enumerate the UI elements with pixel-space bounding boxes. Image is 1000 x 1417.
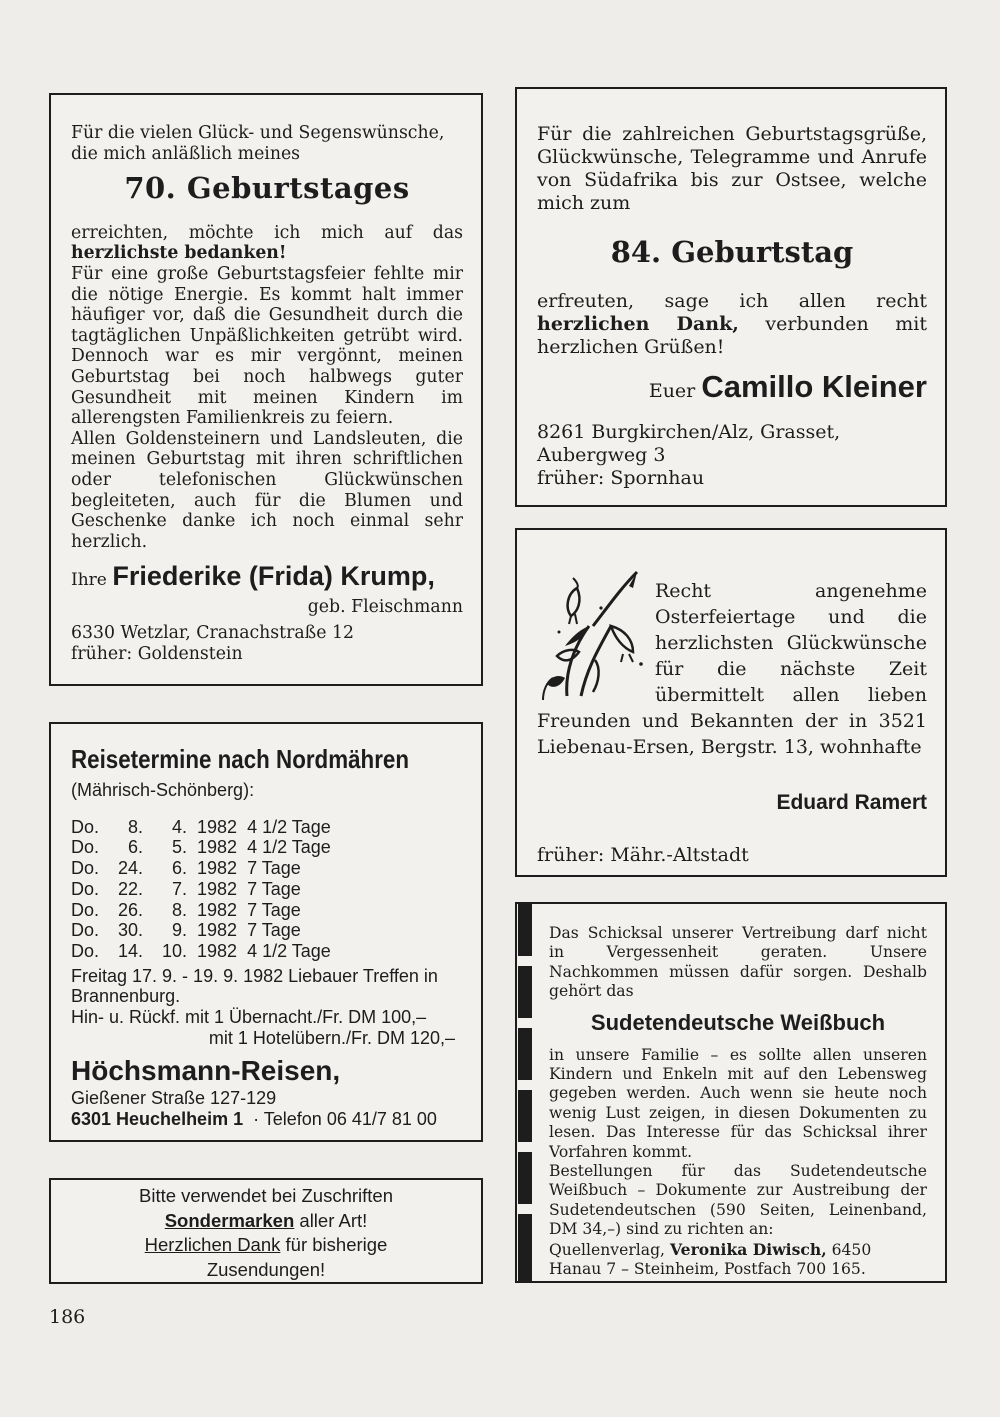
date-cell-d: 26. bbox=[117, 899, 144, 920]
table-row bbox=[71, 879, 331, 900]
ad-heading: Reisetermine nach Nordmähren bbox=[71, 744, 409, 774]
date-cell-day: Do. bbox=[71, 837, 100, 858]
date-cell-d: 22. bbox=[117, 878, 144, 899]
body-paragraph: in unsere Familie – es sollte allen unseren Kindern und Enkeln mit auf den Lebensweg gegeben werden. Auch wenn sie heute noch wenig Lust zeigen, in diesen Dokumenten zu lesen. Das Interesse für das Schicksal ihrer Vorfahren kommt. bbox=[549, 1045, 927, 1161]
table-row bbox=[71, 837, 331, 858]
former-home: früher: Goldenstein bbox=[71, 644, 243, 665]
date-cell-m: 9. bbox=[172, 920, 188, 941]
company-city-phone: 6301 Heuchelheim 1 · Telefon 06 41/7 81 00 bbox=[71, 1109, 437, 1130]
date-cell-dur: 4 1/2 Tage bbox=[247, 940, 331, 961]
birthday-thanks-krump bbox=[49, 93, 483, 686]
price-line: mit 1 Hotelübern./Fr. DM 120,– bbox=[208, 1027, 455, 1048]
body-paragraph: Allen Goldensteinern und Landsleuten, die meinen Geburtstag mit ihren schriftlichen oder telefonischen Glückwünschen begleiteten, auch für die Blumen und Geschenke danke ich noch einmal sehr herzlich. bbox=[71, 428, 463, 552]
date-cell-m: 6. bbox=[172, 858, 188, 879]
price-line: Hin- u. Rückf. mit 1 Übernacht./Fr. DM 100,– bbox=[71, 1007, 427, 1028]
body-paragraph: Für eine große Geburtstagsfeier fehlte mir die nötige Energie. Es kommt halt immer häufiger vor, daß die Gesundheit durch die tagtäglichen Unpäßlichkeiten getrübt wird. Dennoch war es mir vergönnt, meinen Geburtstag bei noch halbwegs guter Gesundheit mit meinen Kindern im allerengsten Familienkreis zu feiern. bbox=[71, 263, 463, 429]
thanks-text: erfreuten, sage ich allen recht herzlichen Dank, verbunden mit herzlichen Grüßen! bbox=[537, 290, 928, 358]
stamp-notice bbox=[49, 1178, 483, 1284]
notice-line: Bitte verwendet bei Zuschriften bbox=[139, 1185, 393, 1206]
date-cell-dur: 7 Tage bbox=[247, 899, 301, 920]
company-name: Höchsmann-Reisen, bbox=[71, 1055, 341, 1087]
signature: Euer Camillo Kleiner bbox=[648, 369, 927, 404]
table-row bbox=[71, 941, 331, 962]
date-cell-y: 1982 bbox=[197, 940, 238, 961]
date-cell-day: Do. bbox=[71, 858, 100, 879]
date-cell-y: 1982 bbox=[197, 858, 238, 879]
date-cell-dur: 4 1/2 Tage bbox=[247, 837, 331, 858]
address-line: Aubergweg 3 bbox=[537, 444, 666, 466]
address: 6330 Wetzlar, Cranachstraße 12 bbox=[71, 623, 354, 644]
greeting-text: Recht angenehme Osterfeiertage und die herzlichsten Glückwünsche für die nächste Zeit übermittelt allen lieben Freunden und Bekannten der in 3521 Liebenau-Ersen, Bergstr. 13, wohnhafte bbox=[537, 580, 927, 758]
date-cell-d: 6. bbox=[128, 837, 144, 858]
body-paragraph: Bestellungen für das Sudetendeutsche Weißbuch – Dokumente zur Austreibung der Sudetendeutschen (590 Seiten, Leinenband, DM 34,–) sind zu richten an: bbox=[549, 1162, 927, 1239]
date-cell-dur: 7 Tage bbox=[247, 920, 301, 941]
book-title: Sudetendeutsche Weißbuch bbox=[590, 1009, 886, 1035]
notice-line: Zusendungen! bbox=[206, 1258, 326, 1280]
snowdrop-flower-icon bbox=[537, 568, 649, 700]
thanks-text: erreichten, möchte ich mich auf das herzlichste bedanken! bbox=[71, 222, 463, 264]
date-cell-dur: 7 Tage bbox=[247, 878, 301, 899]
date-cell-y: 1982 bbox=[197, 920, 238, 941]
intro-text: Für die vielen Glück- und Segenswünsche, die mich anläßlich meines bbox=[71, 123, 445, 164]
notice-line: Sondermarken aller Art! bbox=[164, 1209, 368, 1231]
weissbuch-ad bbox=[515, 902, 947, 1283]
date-cell-d: 30. bbox=[117, 920, 144, 941]
date-cell-day: Do. bbox=[71, 940, 100, 961]
date-cell-y: 1982 bbox=[197, 837, 238, 858]
former-home: früher: Spornhau bbox=[537, 467, 705, 489]
easter-greeting bbox=[515, 528, 947, 877]
date-cell-y: 1982 bbox=[197, 899, 238, 920]
date-cell-day: Do. bbox=[71, 899, 100, 920]
decorative-bars bbox=[518, 904, 532, 1281]
table-row bbox=[71, 817, 331, 838]
publisher-address: Quellenverlag, Veronika Diwisch, 6450 Hanau 7 – Steinheim, Postfach 700 165. bbox=[549, 1239, 872, 1279]
date-cell-y: 1982 bbox=[197, 816, 238, 837]
intro-text: Für die zahlreichen Geburtstagsgrüße, Glückwünsche, Telegramme und Anrufe von Südafrika bis zur Ostsee, welche mich zum bbox=[537, 123, 927, 214]
travel-dates-table bbox=[71, 817, 331, 962]
date-cell-m: 10. bbox=[161, 940, 188, 961]
table-row bbox=[71, 858, 331, 879]
signature: Ihre Friederike (Frida) Krump, bbox=[71, 561, 435, 592]
date-cell-m: 5. bbox=[172, 837, 188, 858]
date-cell-dur: 4 1/2 Tage bbox=[247, 816, 331, 837]
company-street: Gießener Straße 127-129 bbox=[71, 1088, 277, 1109]
address-line: 8261 Burgkirchen/Alz, Grasset, bbox=[537, 421, 841, 443]
date-cell-m: 8. bbox=[172, 899, 188, 920]
date-cell-day: Do. bbox=[71, 816, 100, 837]
date-cell-m: 4. bbox=[172, 816, 188, 837]
occasion-heading: 70. Geburtstages bbox=[124, 171, 410, 206]
date-cell-y: 1982 bbox=[197, 878, 238, 899]
table-row bbox=[71, 920, 331, 941]
signature: Eduard Ramert bbox=[776, 791, 927, 814]
date-cell-day: Do. bbox=[71, 920, 100, 941]
page-number: 186 bbox=[49, 1306, 86, 1328]
birthday-thanks-kleiner bbox=[515, 87, 947, 507]
table-row bbox=[71, 900, 331, 921]
date-cell-d: 24. bbox=[117, 858, 144, 879]
date-cell-day: Do. bbox=[71, 878, 100, 899]
date-cell-dur: 7 Tage bbox=[247, 858, 301, 879]
former-home: früher: Mähr.-Altstadt bbox=[537, 844, 749, 866]
meeting-note: Freitag 17. 9. - 19. 9. 1982 Liebauer Treffen in Brannenburg. bbox=[71, 965, 438, 1007]
body-paragraph: Das Schicksal unserer Vertreibung darf nicht in Vergessenheit geraten. Unsere Nachkommen müssen dafür sorgen. Deshalb gehört das bbox=[549, 924, 927, 1001]
date-cell-d: 8. bbox=[128, 816, 144, 837]
date-cell-d: 14. bbox=[117, 940, 144, 961]
notice-line: Herzlichen Dank für bisherige bbox=[144, 1234, 388, 1255]
travel-ad bbox=[49, 722, 483, 1142]
date-cell-m: 7. bbox=[172, 878, 188, 899]
occasion-heading: 84. Geburtstag bbox=[610, 235, 854, 269]
maiden-name: geb. Fleischmann bbox=[307, 596, 463, 617]
ad-subheading: (Mährisch-Schönberg): bbox=[71, 780, 255, 800]
